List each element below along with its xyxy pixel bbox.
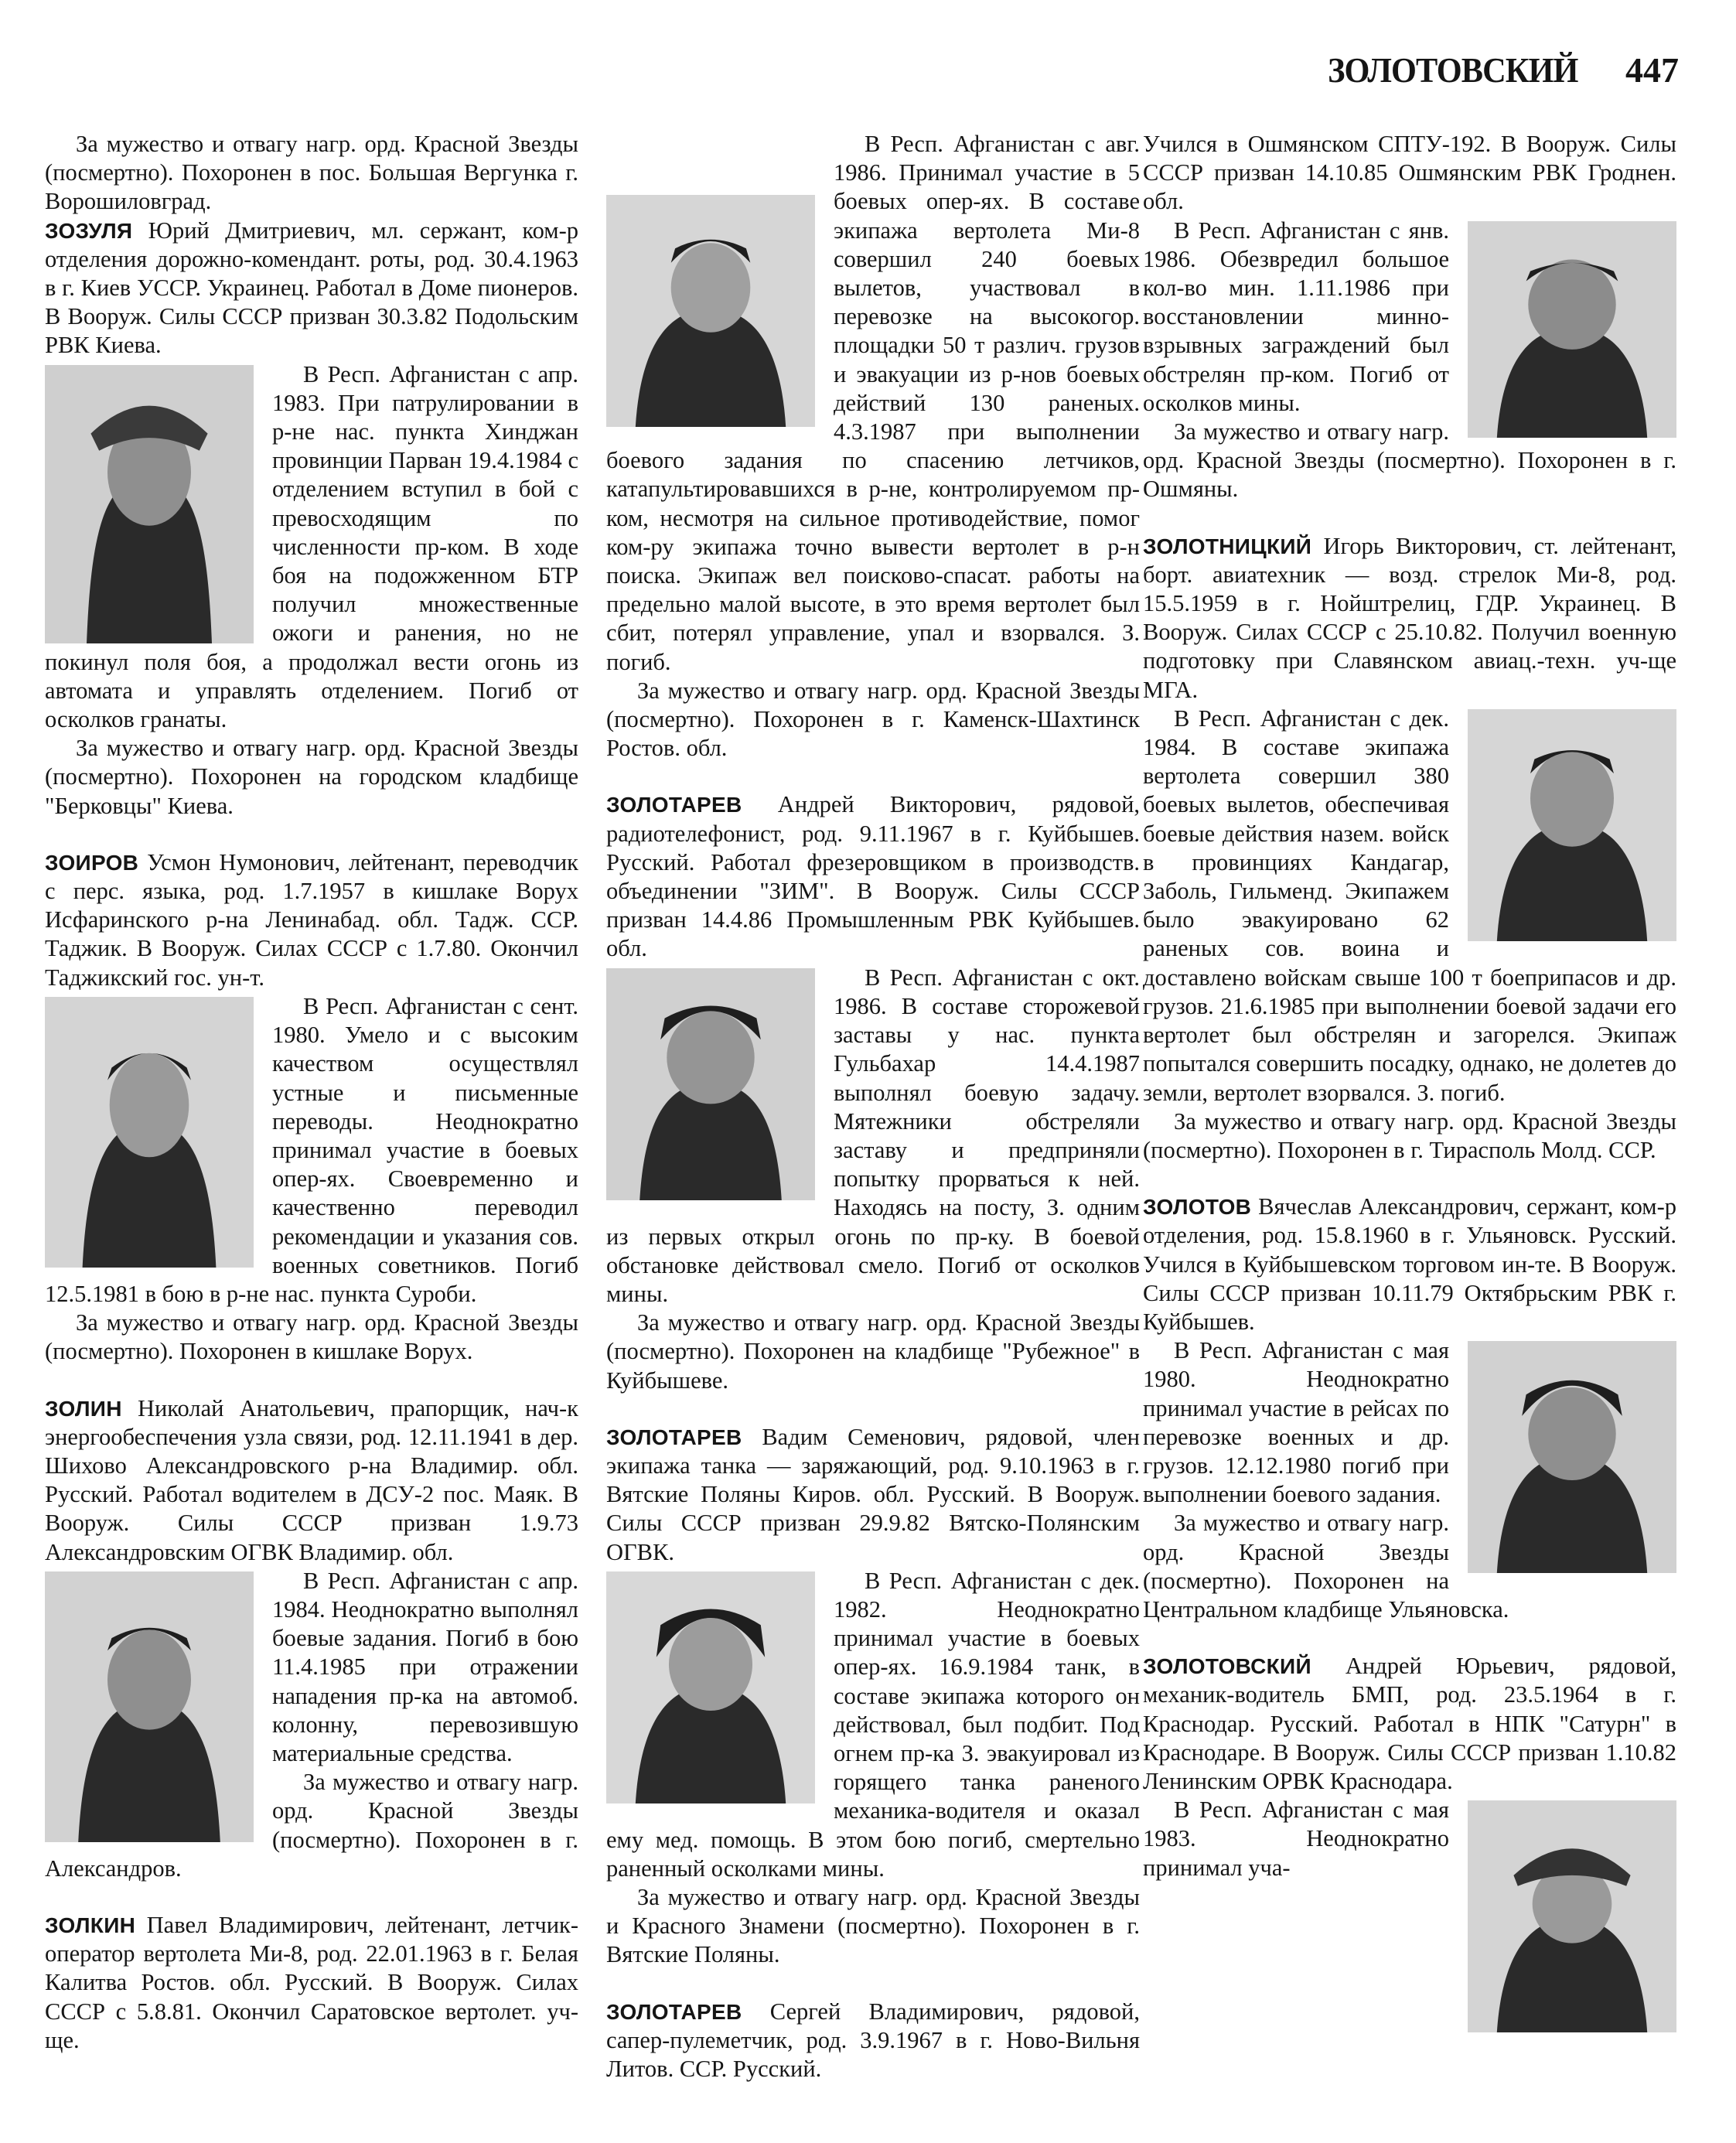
portrait-image (606, 968, 815, 1200)
entry-zolkin (45, 1911, 578, 2055)
continued-text: В Респ. Афганистан с авг. 1986. Принимал участие в 5 боевых опер-ях. В составе экипажа вертолета Ми-8 совершил 240 боевых вылетов, участвовал в перевозке на высокогор. площадки 50 т различ. грузов и эвакуации из р-нов боевых действий 130 раненых. 4.3.1987 при выполнении боевого задания по спасению летчиков, катапультировавшихся в р-не, контролируемом пр-ком, несмотря на сильное противодействие, помог ком-ру экипажа точно вывести вертолет в р-н поиска. Экипаж вел поисково-спасат. работы на предельно малой высоте, в это время вертолет был сбит, потерял управление, упал и взорвался. З. погиб. (606, 131, 1140, 675)
column-3 (1143, 130, 1676, 2063)
column-1 (45, 130, 578, 2083)
portrait-image (1468, 709, 1676, 941)
portrait-photo (45, 365, 254, 643)
continued-award: За мужество и отвагу нагр. орд. Красной Звезды (посмертно). Похоронен в г. Каменск-Шахтинск Ростов. обл. (606, 677, 1140, 762)
entry-zozulya (45, 217, 578, 821)
portrait-image (45, 1571, 254, 1842)
entry-bio: Андрей Викторович, рядовой, радиотелефонист, род. 9.11.1967 в г. Куйбышев. Русский. Работал фрезеровщиком в производств. объединении "ЗИМ". В Вооруж. Силы СССР призван 14.4.86 Промышленным РВК Куйбышев. обл. (606, 791, 1141, 962)
entry-bio: Вячеслав Александрович, сержант, ком-р отделения, род. 15.8.1960 в г. Ульяновск. Русский. Учился в Куйбышевском торговом ин-те. В Вооруж. Силы СССР призван 10.11.79 Октябрьским РВК г. Куйбышев. (1143, 1193, 1676, 1335)
entry-surname: ЗОЛОТНИЦКИЙ (1143, 534, 1312, 558)
entry-bio: Сергей Владимирович, рядовой, сапер-пулеметчик, род. 3.9.1967 в г. Ново-Вильня Литов. ССР. Русский. (606, 1998, 1140, 2082)
portrait-photo (45, 997, 254, 1268)
entry-service: В Респ. Афганистан с мая 1983. Неоднократно принимал уча- (1143, 1797, 1449, 1881)
entry-bio: Юрий Дмитриевич, мл. сержант, ком-р отделения дорожно-комендант. роты, род. 30.4.1963 в г. Киев УССР. Украинец. Работал в Доме пионеров. В Вооруж. Силы СССР призван 30.3.82 Подольским РВК Киева. (45, 217, 578, 359)
portrait-photo (1468, 709, 1676, 941)
entry-service: В Респ. Афганистан с сент. 1980. Умело и с высоким качеством осуществлял устные и письменные переводы. Неоднократно принимал участие в боевых опер-ях. Своевременно и качественно переводил рекомендации и указания сов. военных советников. Погиб 12.5.1981 в бою в р-не нас. пункта Суроби. (45, 992, 578, 1307)
portrait-photo (1468, 1800, 1676, 2032)
entry-surname: ЗОЛОТАРЕВ (606, 1425, 742, 1449)
continued-award: За мужество и отвагу нагр. орд. Красной Звезды (посмертно). Похоронен в г. Ошмяны. (1143, 418, 1676, 503)
entry-service: В Респ. Афганистан с окт. 1986. В составе сторожевой заставы у нас. пункта Гульбахар 14.4.1987 выполнял боевую задачу. Мятежники обстреляли заставу и предприняли попытку прорваться к ней. Находясь на посту, З. одним из первых открыл огонь по пр-ку. В боевой обстановке действовал смело. Погиб от осколков мины. (606, 964, 1140, 1307)
entry-surname: ЗОЛОТОВСКИЙ (1143, 1654, 1311, 1679)
entry-service: В Респ. Афганистан с апр. 1984. Неоднократно выполнял боевые задания. Погиб в бою 11.4.1985 при отражении нападения пр-ка на автомоб. колонну, перевозившую материальные средства. (272, 1567, 578, 1766)
entry-zolin (45, 1394, 578, 1883)
portrait-photo (606, 968, 815, 1200)
entry-surname: ЗОЛИН (45, 1396, 122, 1421)
entry-bio: Андрей Юрьевич, рядовой, механик-водитель БМП, род. 23.5.1964 в г. Краснодар. Русский. Работал в НПК "Сатурн" в Краснодаре. В Вооруж. Силы СССР призван 1.10.82 Ленинским ОРВК Краснодара. (1143, 1653, 1676, 1794)
portrait-image (606, 195, 815, 427)
entry-surname: ЗОЛОТОВ (1143, 1195, 1252, 1220)
continued-entry (1143, 130, 1676, 504)
entry-award: За мужество и отвагу нагр. орд. Красной Звезды (посмертно). Похоронен в г. Тирасполь Молд. ССР. (1143, 1107, 1676, 1163)
column-2 (606, 130, 1140, 2111)
entry-award: За мужество и отвагу нагр. орд. Красной Звезды (посмертно). Похоронен на городском кладбище "Берковцы" Киева. (45, 735, 578, 819)
entry-bio: Вадим Семенович, рядовой, член экипажа танка — заряжающий, род. 9.10.1963 в г. Вятские Поляны Киров. обл. Русский. В Вооруж. Силы СССР призван 29.9.82 Вятско-Полянским ОГВК. (606, 1423, 1140, 1565)
portrait-photo (606, 1571, 815, 1803)
entry-bio: Усмон Нумонович, лейтенант, переводчик с перс. языка, род. 1.7.1957 в кишлаке Ворух Исфаринского р-на Ленинабад. обл. Тадж. ССР. Таджик. В Вооруж. Силах СССР с 1.7.80. Окончил Таджикский гос. ун-т. (45, 848, 578, 991)
entry-award: За мужество и отвагу нагр. орд. Красной Звезды (посмертно). Похоронен на кладбище "Рубежное" в Куйбышеве. (606, 1309, 1140, 1394)
entry-award: За мужество и отвагу нагр. орд. Красной Звезды (посмертно). Похоронен в кишлаке Ворух. (45, 1309, 578, 1365)
entry-service: В Респ. Афганистан с дек. 1982. Неоднократно принимал участие в боевых опер-ях. 16.9.1984 танк, в составе экипажа которого он действовал, был подбит. Под огнем пр-ка З. эвакуировал из горящего танка раненого механика-водителя и оказал ему мед. помощь. В этом бою погиб, смертельно раненный осколками мины. (606, 1567, 1140, 1882)
page-header (1306, 49, 1680, 90)
continued-entry (606, 130, 1140, 763)
portrait-photo (606, 195, 815, 427)
portrait-image (1468, 1341, 1676, 1573)
entry-service: В Респ. Афганистан с дек. 1984. В составе экипажа вертолета совершил 380 боевых вылетов, обеспечивая боевые действия назем. войск в провинциях Кандагар, Заболь, Гильменд. Экипажем было эвакуировано 62 раненых сов. воина и доставлено войскам свыше 100 т боеприпасов и др. грузов. 21.6.1985 при выполнении боевой задачи его вертолет был обстрелян и загорелся. Экипаж попытался совершить посадку, однако, не долетев до земли, вертолет взорвался. З. погиб. (1143, 705, 1676, 1106)
portrait-image (45, 365, 254, 643)
entry-service: В Респ. Афганистан с мая 1980. Неоднократно принимал участие в рейсах по перевозке военных и др. грузов. 12.12.1980 погиб при выполнении боевого задания. (1143, 1337, 1449, 1508)
entry-surname: ЗОЛОТАРЕВ (606, 793, 742, 817)
entry-service: В Респ. Афганистан с апр. 1983. При патрулировании в р-не нас. пункта Хинджан провинции Парван 19.4.1984 с отделением вступил в бой с превосходящим по численности пр-ком. В ходе боя на подожженном БТР получил множественные ожоги и ранения, но не покинул поля боя, а продолжал вести огонь из автомата и управлять отделением. Погиб от осколков гранаты. (45, 360, 578, 733)
entry-zolotov (1143, 1193, 1676, 1624)
portrait-image (1468, 221, 1676, 438)
continued-service: В Респ. Афганистан с янв. 1986. Обезвредил большое кол-во мин. 1.11.1986 при восстановлении минно-взрывных заграждений был обстрелян пр-ком. Погиб от осколков мины. (1143, 217, 1449, 416)
entry-bio: Игорь Викторович, ст. лейтенант, борт. авиатехник — возд. стрелок Ми-8, род. 15.5.1959 в г. Нойштрелиц, ГДР. Украинец. В Вооруж. Силах СССР с 25.10.82. Получил военную подготовку при Славянском авиац.-техн. уч-ще МГА. (1143, 532, 1677, 703)
portrait-photo (1468, 1341, 1676, 1573)
entry-zolotovsky (1143, 1652, 1676, 2036)
entry-award: За мужество и отвагу нагр. орд. Красной Звезды и Красного Знамени (посмертно). Похоронен в г. Вятские Поляны. (606, 1883, 1140, 1968)
running-title: ЗОЛОТОВСКИЙ (1327, 50, 1577, 90)
entry-zolotarev-sergey (606, 1998, 1140, 2084)
entry-bio: Павел Владимирович, лейтенант, летчик-оператор вертолета Ми-8, род. 22.01.1963 в г. Белая Калитва Ростов. обл. Русский. В Вооруж. Силах СССР с 5.8.81. Окончил Саратовское вертолет. уч-ще. (45, 1911, 578, 2053)
portrait-photo (45, 1571, 254, 1842)
entry-surname: ЗОИРОВ (45, 850, 139, 875)
entry-surname: ЗОЛОТАРЕВ (606, 1999, 742, 2024)
entry-zolotnitsky (1143, 532, 1676, 1165)
entry-bio: Николай Анатольевич, прапорщик, нач-к энергообеспечения узла связи, род. 12.11.1941 в дер. Шихово Александровского р-на Владимир. обл. Русский. Работал водителем в ДСУ-2 пос. Маяк. В Вооруж. Силы СССР призван 1.9.73 Александровским ОГВК Владимир. обл. (45, 1394, 578, 1565)
entry-zoirov (45, 848, 578, 1367)
entry-surname: ЗОЛКИН (45, 1913, 136, 1937)
page-number: 447 (1625, 50, 1679, 90)
entry-zolotarev-vadim (606, 1423, 1140, 1970)
portrait-image (606, 1571, 815, 1803)
entry-zolotarev-andrey (606, 790, 1140, 1394)
continued-text: Учился в Ошмянском СПТУ-192. В Вооруж. Силы СССР призван 14.10.85 Ошмянским РВК Гроднен. обл. (1143, 131, 1676, 215)
portrait-image (45, 997, 254, 1268)
continued-text: За мужество и отвагу нагр. орд. Красной Звезды (посмертно). Похоронен в пос. Большая Вергунка г. Ворошиловград. (45, 131, 578, 215)
portrait-photo (1468, 221, 1676, 438)
entry-surname: ЗОЗУЛЯ (45, 218, 133, 243)
portrait-image (1468, 1800, 1676, 2032)
entry-award: За мужество и отвагу нагр. орд. Красной Звезды (посмертно). Похоронен в г. Александров. (45, 1769, 578, 1882)
entry-award: За мужество и отвагу нагр. орд. Красной Звезды (посмертно). Похоронен на Центральном кладбище Ульяновска. (1143, 1510, 1509, 1623)
